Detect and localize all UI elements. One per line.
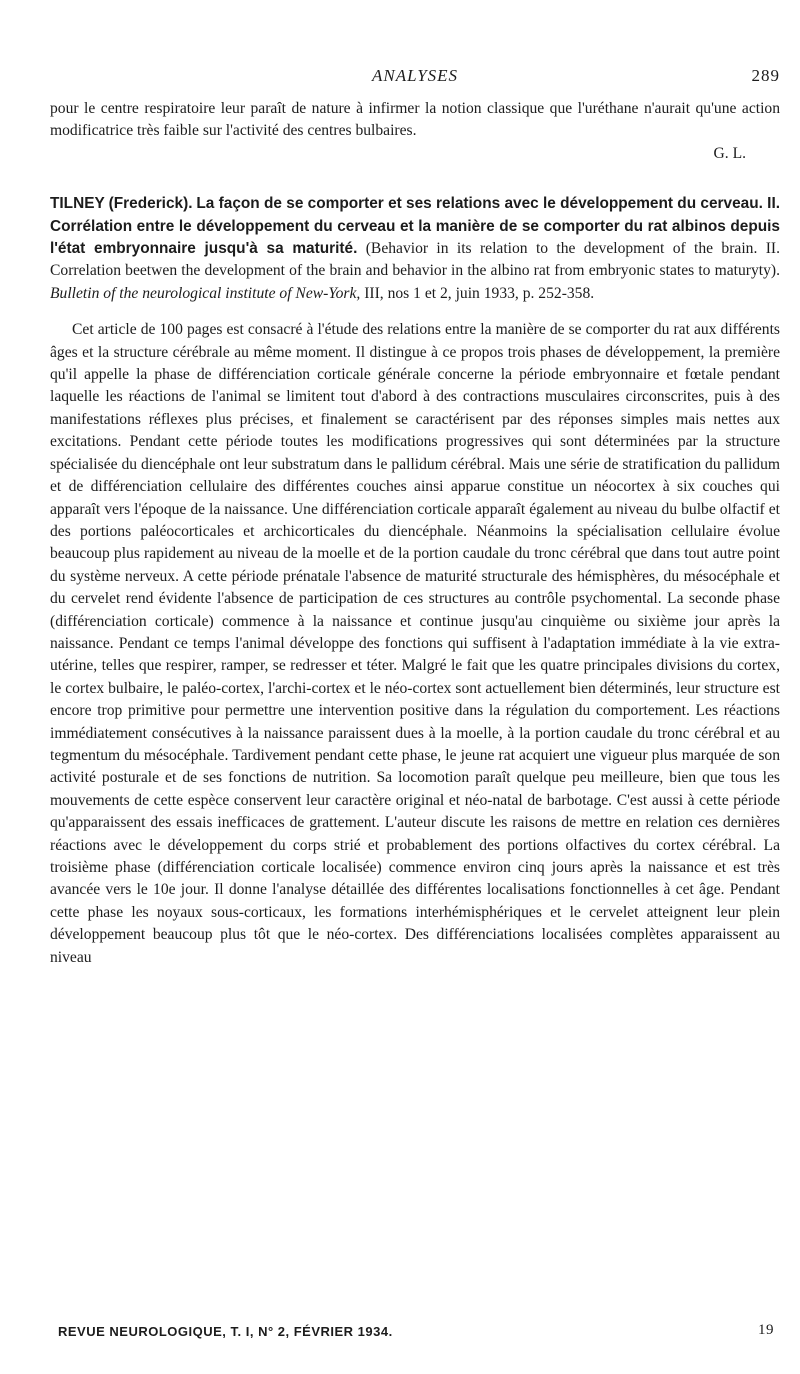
main-column — [50, 98, 780, 969]
entry-title-en: (Behavior in its relation to the development of the brain. II. Correlation beetwen the development of the brain and behavior in the albino rat from embryonic states to maturyty). — [50, 240, 780, 280]
page-footer — [58, 1322, 774, 1346]
entry-abstract: Cet article de 100 pages est consacré à l'étude des relations entre la manière de se comporter du rat aux différents âges et la structure cérébrale au même moment. Il distingue à ce propos trois phases de développement, la première qu'il appelle la phase de différenciation corticale générale concerne la période embryonnaire et fœtale pendant laquelle les réactions de l'animal se limitent tout d'abord à des contractions musculaires circonscrites, puis à des manifestations réflexes plus précises, et finalement se caractérisent par des réponses simples mais nettes aux excitations. Pendant cette période toutes les modifications progressives qui sont déterminées par la structure spécialisée du diencéphale ont leur substratum dans le pallidum cérébral. Mais une série de stratification du pallidum et de différenciation cellulaire des différentes couches ainsi apparue constitue un néocortex à six couches qui apparaît vers l'époque de la naissance. Une différenciation corticale apparaît également au niveau du bulbe olfactif et des portions paléocorticales et archicorticales du diencéphale. Néanmoins la spécialisation cellulaire évolue beaucoup plus rapidement au niveau de la moelle et de la portion caudale du tronc cérébral que dans tout autre point du système nerveux. A cette période prénatale l'absence de maturité structurale des hémisphères, du mésocéphale et du cervelet rend évidente l'absence de participation de ces structures au contrôle psychomental. La seconde phase (différenciation corticale) commence à la naissance et continue jusqu'au cinquième ou sixième jour après la naissance. Pendant ce temps l'animal développe des fonctions qui suffisent à l'adaptation immédiate à la vie extra-utérine, telles que respirer, ramper, se redresser et téter. Malgré le fait que les quatre principales divisions du cortex, le cortex bulbaire, le paléo-cortex, l'archi-cortex et le néo-cortex sont actuellement bien déterminés, leur structure est encore trop primitive pour permettre une intervention positive dans la régulation du comportement. Les réactions immédiatement consécutives à la naissance paraissent dues à la moelle, à la portion caudale du tronc cérébral et au tegmentum du mésocéphale. Tardivement pendant cette phase, le jeune rat acquiert une vigueur plus marquée de son activité posturale et de ses fonctions de nutrition. Sa locomotion paraît quelque peu meilleure, bien que tous les mouvements de cette espèce conservent leur caractère original et néo-natal de barbotage. C'est aussi à cette période qu'apparaissent des essais inefficaces de grattement. L'auteur discute les raisons de mettre en relation ces dernières réactions avec le développement du corps strié et probablement des portions olfactives du cortex cérébral. La troisième phase (différenciation corticale localisée) commence environ cinq jours après la naissance et est très avancée vers le 10e jour. Il donne l'analyse détaillée des différentes localisations fonctionnelles à cet âge. Pendant cette phase les noyaux sous-corticaux, les formations interhémisphériques et le cervelet atteignent leur plein développement beaucoup plus tôt que le néo-cortex. Des différenciations localisées complètes apparaissent au niveau — [50, 321, 780, 966]
entry-author-given: (Frederick). — [108, 195, 193, 213]
entry-citation: III, nos 1 et 2, juin 1933, p. 252-358. — [364, 284, 595, 302]
entry-author: TILNEY — [50, 195, 105, 213]
entry-heading — [50, 193, 780, 305]
entry-title-fr: La façon de se comporter et ses relations avec le développement du cerveau. II. Corrélation entre le développement du cerveau et la manière de se comporter du rat albinos depuis l'état embryonnaire jusqu'à sa maturité. — [50, 195, 780, 258]
footer-journal: REVUE NEUROLOGIQUE, T. I, N° 2, FÉVRIER 1934. — [58, 1324, 393, 1339]
page-number: 289 — [751, 66, 780, 85]
running-title: ANALYSES — [371, 66, 459, 85]
entry-journal: Bulletin of the neurological institute of New-York, — [50, 284, 361, 302]
bibliographic-entry — [50, 193, 780, 969]
previous-entry-tail: pour le centre respiratoire leur paraît de nature à infirmer la notion classique que l'uréthane n'aurait qu'une action modificatrice très faible sur l'activité des centres bulbaires. — [50, 100, 780, 140]
previous-entry-signature: G. L. — [713, 144, 746, 162]
sheet-number: 19 — [758, 1322, 774, 1338]
running-header — [50, 66, 780, 92]
